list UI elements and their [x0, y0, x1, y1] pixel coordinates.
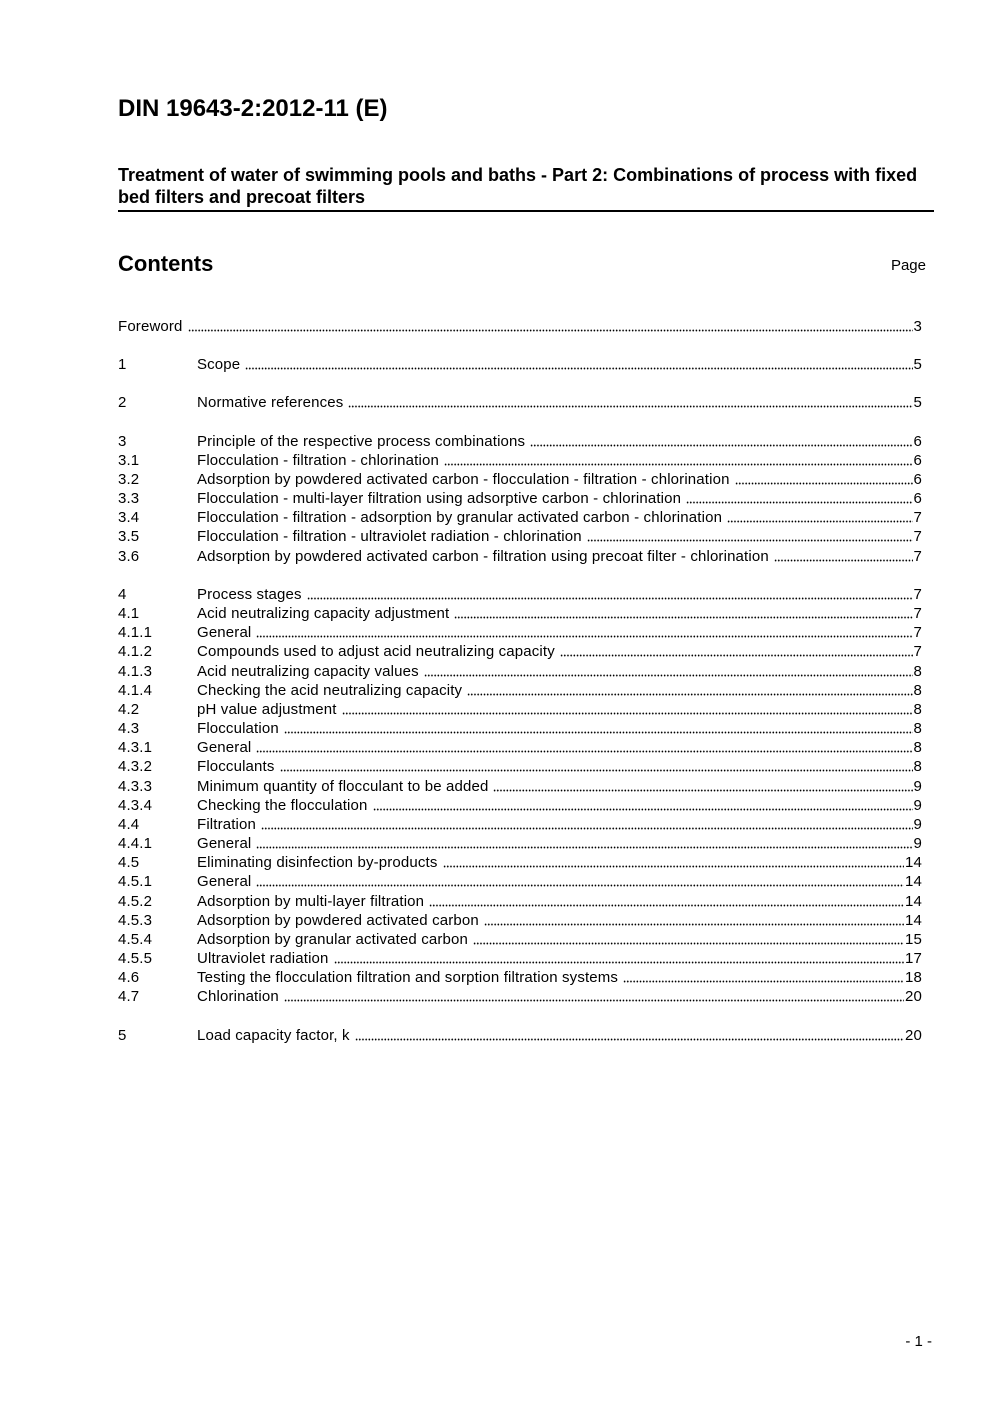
toc-entry-title: Chlorination	[197, 988, 279, 1005]
toc-entry-number: 3.5	[118, 528, 140, 545]
document-id: DIN 19643-2:2012-11 (E)	[118, 95, 388, 122]
toc-entry-number: 1	[118, 356, 127, 373]
toc-entry-number: 3.1	[118, 452, 140, 469]
toc-entry-4-1-4[interactable]	[118, 680, 922, 699]
toc-entry-number: 4	[118, 586, 127, 603]
toc-entry-page: 7	[913, 624, 922, 641]
toc-leader-dots	[261, 815, 912, 830]
toc-entry-3[interactable]	[118, 431, 922, 450]
toc-entry-page: 14	[905, 893, 922, 910]
toc-entry-3-1[interactable]	[118, 450, 922, 469]
toc-entry-3-6[interactable]	[118, 546, 922, 565]
toc-entry-title: Flocculation - multi-layer filtration using adsorptive carbon - chlorination	[197, 490, 682, 507]
toc-entry-title: Flocculation - filtration - adsorption by granular activated carbon - chlorination	[197, 509, 723, 526]
toc-entry-title: Minimum quantity of flocculant to be added	[197, 778, 489, 795]
toc-leader-dots	[484, 911, 904, 926]
toc-leader-dots	[530, 432, 912, 447]
toc-leader-dots	[256, 872, 904, 887]
toc-entry-number: 4.5.2	[118, 893, 153, 910]
toc-entry-page: 8	[913, 720, 922, 737]
toc-leader-dots	[307, 585, 913, 600]
toc-entry-number: 4.1	[118, 605, 140, 622]
toc-entry-page: 15	[905, 931, 922, 948]
toc-entry-4-1-3[interactable]	[118, 661, 922, 680]
toc-leader-dots	[735, 470, 913, 485]
toc-entry-4-6[interactable]	[118, 967, 922, 986]
toc-entry-page: 6	[913, 433, 922, 450]
toc-entry-title: Adsorption by powdered activated carbon - filtration using precoat filter - chlorination	[197, 548, 769, 565]
toc-entry-3-3[interactable]	[118, 488, 922, 507]
toc-entry-number: 4.3	[118, 720, 140, 737]
toc-entry-title: Load capacity factor, k	[197, 1027, 350, 1044]
toc-entry-title: Flocculation - filtration - ultraviolet radiation - chlorination	[197, 528, 582, 545]
toc-entry-4-1-2[interactable]	[118, 641, 922, 660]
toc-entry-page: 7	[913, 643, 922, 660]
toc-entry-title: Testing the flocculation filtration and sorption filtration systems	[197, 969, 619, 986]
toc-entry-4-5[interactable]	[118, 852, 922, 871]
toc-entry-number: 4.5	[118, 854, 140, 871]
toc-entry-number: 4.6	[118, 969, 140, 986]
toc-entry-4-5-3[interactable]	[118, 910, 922, 929]
toc-entry-number: 4.1.1	[118, 624, 153, 641]
table-of-contents	[118, 0, 922, 1403]
toc-leader-dots	[245, 355, 912, 370]
toc-leader-dots	[334, 949, 904, 964]
toc-leader-dots	[373, 796, 913, 811]
toc-leader-dots	[256, 834, 912, 849]
toc-leader-dots	[348, 393, 912, 408]
toc-entry-3-5[interactable]	[118, 526, 922, 545]
toc-entry-title: Principle of the respective process combinations	[197, 433, 526, 450]
toc-entry-4-7[interactable]	[118, 986, 922, 1005]
toc-entry-page: 8	[913, 739, 922, 756]
toc-entry-2[interactable]	[118, 392, 922, 411]
toc-entry-number: 4.7	[118, 988, 140, 1005]
toc-leader-dots	[188, 317, 913, 332]
toc-entry-4-1[interactable]	[118, 603, 922, 622]
toc-leader-dots	[355, 1026, 904, 1041]
toc-entry-number: 4.3.3	[118, 778, 153, 795]
toc-leader-dots	[473, 930, 904, 945]
toc-entry-number: 4.3.1	[118, 739, 153, 756]
toc-entry-page: 9	[913, 835, 922, 852]
toc-entry-page: 14	[905, 912, 922, 929]
toc-entry-4-3-3[interactable]	[118, 776, 922, 795]
toc-entry-number: 4.2	[118, 701, 140, 718]
toc-leader-dots	[587, 527, 913, 542]
toc-leader-dots	[727, 508, 912, 523]
toc-leader-dots	[467, 681, 912, 696]
toc-entry-3-2[interactable]	[118, 469, 922, 488]
toc-entry-page: 9	[913, 797, 922, 814]
toc-entry-number: 3.3	[118, 490, 140, 507]
toc-entry-page: 14	[905, 873, 922, 890]
toc-leader-dots	[623, 968, 904, 983]
toc-entry-title: Eliminating disinfection by-products	[197, 854, 438, 871]
toc-entry-number: 5	[118, 1027, 127, 1044]
toc-leader-dots	[454, 604, 912, 619]
toc-entry-title: Flocculation	[197, 720, 279, 737]
toc-leader-dots	[256, 738, 912, 753]
toc-entry-4-4-1[interactable]	[118, 833, 922, 852]
toc-leader-dots	[560, 642, 913, 657]
toc-entry-number: 4.5.5	[118, 950, 153, 967]
toc-entry-title: Ultraviolet radiation	[197, 950, 329, 967]
toc-entry-1[interactable]	[118, 354, 922, 373]
toc-entry-page: 8	[913, 758, 922, 775]
toc-entry-page: 6	[913, 471, 922, 488]
toc-leader-dots	[493, 777, 912, 792]
toc-entry-number: 4.4	[118, 816, 140, 833]
toc-entry-title: Scope	[197, 356, 241, 373]
toc-entry-number: 4.1.2	[118, 643, 153, 660]
toc-entry-4-5-1[interactable]	[118, 871, 922, 890]
toc-entry-4-1-1[interactable]	[118, 622, 922, 641]
toc-entry-page: 17	[905, 950, 922, 967]
toc-entry-title: Process stages	[197, 586, 302, 603]
toc-entry-number: 3.4	[118, 509, 140, 526]
toc-entry-title: Adsorption by multi-layer filtration	[197, 893, 425, 910]
toc-entry-number: 3.2	[118, 471, 140, 488]
toc-entry-page: 20	[905, 988, 922, 1005]
toc-entry-4-5-5[interactable]	[118, 948, 922, 967]
toc-entry-page: 7	[913, 509, 922, 526]
toc-entry-page: 20	[905, 1027, 922, 1044]
toc-leader-dots	[686, 489, 912, 504]
toc-leader-dots	[256, 623, 912, 638]
toc-leader-dots	[424, 662, 913, 677]
toc-entry-4[interactable]	[118, 584, 922, 603]
toc-leader-dots	[342, 700, 913, 715]
toc-entry-title: Normative references	[197, 394, 344, 411]
toc-entry-number: 2	[118, 394, 127, 411]
toc-entry-page: 5	[913, 356, 922, 373]
toc-entry-foreword[interactable]	[118, 316, 922, 335]
toc-leader-dots	[444, 451, 913, 466]
toc-entry-title: General	[197, 739, 252, 756]
toc-entry-number: 3.6	[118, 548, 140, 565]
toc-entry-number: 4.4.1	[118, 835, 153, 852]
toc-entry-page: 8	[913, 663, 922, 680]
toc-entry-4-3-1[interactable]	[118, 737, 922, 756]
toc-entry-page: 7	[913, 548, 922, 565]
toc-entry-page: 14	[905, 854, 922, 871]
toc-entry-title: Checking the flocculation	[197, 797, 368, 814]
toc-entry-title: pH value adjustment	[197, 701, 337, 718]
toc-entry-number: 4.1.4	[118, 682, 153, 699]
toc-leader-dots	[284, 987, 904, 1002]
toc-entry-title: Filtration	[197, 816, 257, 833]
toc-entry-4-3[interactable]	[118, 718, 922, 737]
page-number: - 1 -	[905, 1333, 932, 1350]
toc-entry-title: Foreword	[118, 318, 183, 335]
toc-entry-4-5-2[interactable]	[118, 891, 922, 910]
toc-entry-4-3-4[interactable]	[118, 795, 922, 814]
toc-leader-dots	[774, 547, 913, 562]
toc-entry-4-2[interactable]	[118, 699, 922, 718]
toc-entry-page: 18	[905, 969, 922, 986]
toc-entry-number: 4.5.1	[118, 873, 153, 890]
document-title: Treatment of water of swimming pools and baths - Part 2: Combinations of process with fixed bed filters and precoat filters	[118, 165, 918, 207]
toc-entry-title: Compounds used to adjust acid neutralizing capacity	[197, 643, 555, 660]
toc-entry-title: Adsorption by granular activated carbon	[197, 931, 469, 948]
toc-leader-dots	[429, 892, 904, 907]
toc-entry-title: Acid neutralizing capacity values	[197, 663, 419, 680]
toc-entry-title: Checking the acid neutralizing capacity	[197, 682, 463, 699]
toc-entry-number: 4.3.2	[118, 758, 153, 775]
toc-entry-number: 4.1.3	[118, 663, 153, 680]
toc-entry-number: 4.3.4	[118, 797, 153, 814]
toc-entry-page: 8	[913, 682, 922, 699]
toc-entry-title: Flocculants	[197, 758, 275, 775]
toc-entry-title: Adsorption by powdered activated carbon	[197, 912, 479, 929]
contents-heading: Contents	[118, 251, 214, 276]
toc-entry-page: 7	[913, 605, 922, 622]
toc-entry-page: 7	[913, 528, 922, 545]
toc-entry-title: Acid neutralizing capacity adjustment	[197, 605, 450, 622]
toc-entry-page: 5	[913, 394, 922, 411]
toc-entry-4-4[interactable]	[118, 814, 922, 833]
toc-entry-page: 6	[913, 452, 922, 469]
toc-entry-number: 4.5.4	[118, 931, 153, 948]
toc-entry-4-3-2[interactable]	[118, 756, 922, 775]
toc-entry-page: 7	[913, 586, 922, 603]
toc-entry-title: General	[197, 835, 252, 852]
toc-entry-title: Adsorption by powdered activated carbon - flocculation - filtration - chlorination	[197, 471, 730, 488]
toc-entry-page: 9	[913, 778, 922, 795]
page-column-heading: Page	[890, 257, 926, 274]
toc-entry-number: 3	[118, 433, 127, 450]
toc-entry-page: 8	[913, 701, 922, 718]
toc-leader-dots	[280, 757, 913, 772]
toc-entry-number: 4.5.3	[118, 912, 153, 929]
toc-leader-dots	[284, 719, 913, 734]
toc-entry-title: Flocculation - filtration - chlorination	[197, 452, 439, 469]
toc-entry-title: General	[197, 624, 252, 641]
toc-entry-3-4[interactable]	[118, 507, 922, 526]
toc-entry-5[interactable]	[118, 1025, 922, 1044]
toc-entry-title: General	[197, 873, 252, 890]
toc-leader-dots	[443, 853, 904, 868]
toc-entry-page: 3	[913, 318, 922, 335]
toc-entry-page: 9	[913, 816, 922, 833]
toc-entry-page: 6	[913, 490, 922, 507]
toc-entry-4-5-4[interactable]	[118, 929, 922, 948]
